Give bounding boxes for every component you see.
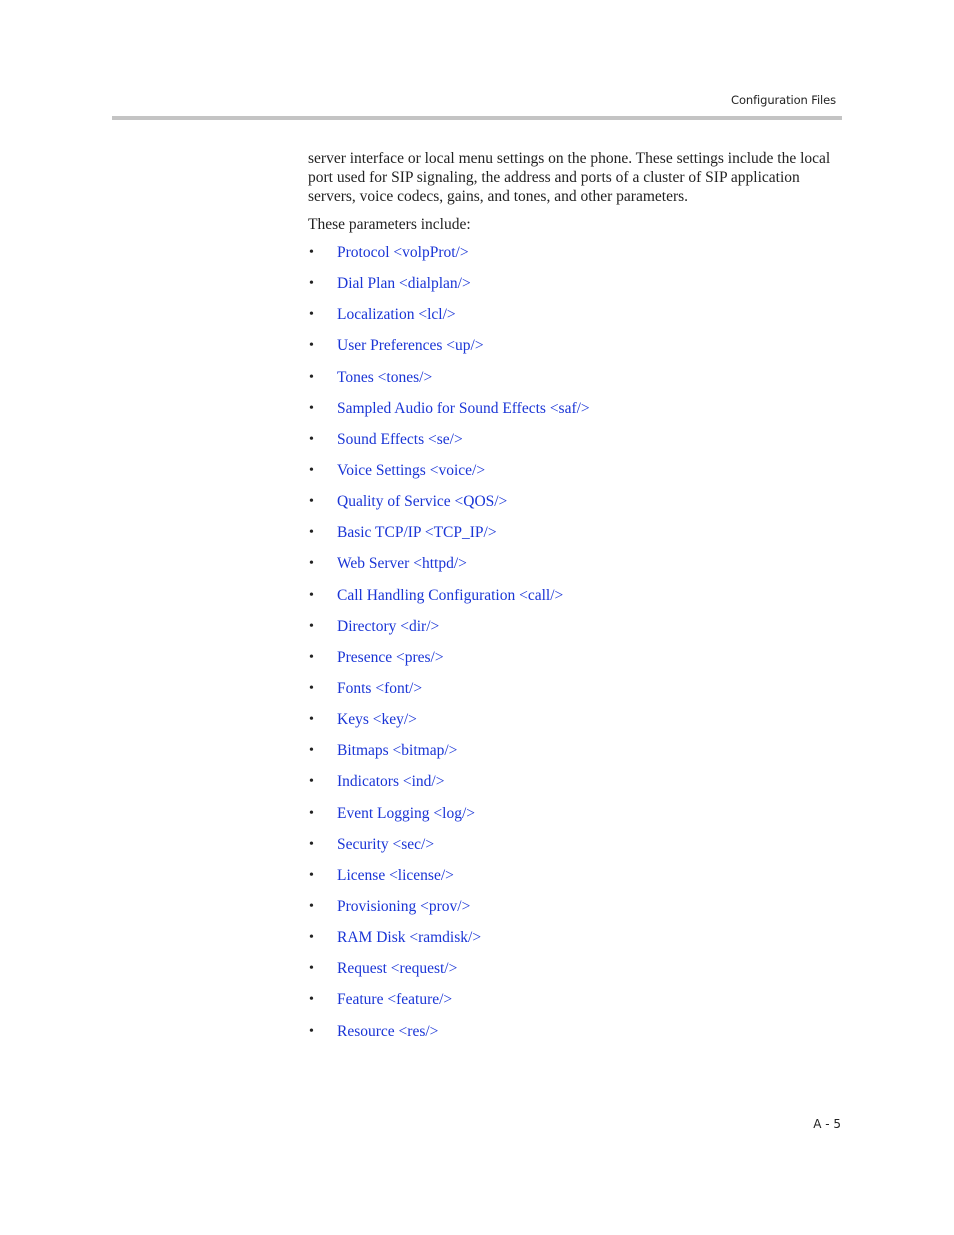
list-lead-paragraph: These parameters include: xyxy=(308,216,471,233)
list-item xyxy=(308,580,844,611)
bullet-icon: • xyxy=(309,587,314,603)
bullet-icon: • xyxy=(309,307,314,323)
parameter-link[interactable]: Call Handling Configuration <call/> xyxy=(337,586,564,604)
bullet-icon: • xyxy=(309,712,314,728)
list-item xyxy=(308,1016,844,1047)
list-item xyxy=(308,798,844,829)
list-item xyxy=(308,953,844,984)
running-header: Configuration Files xyxy=(731,93,836,107)
parameter-link[interactable]: Protocol <volpProt/> xyxy=(337,244,469,262)
list-item xyxy=(308,891,844,922)
bullet-icon: • xyxy=(309,867,314,883)
parameter-link[interactable]: Basic TCP/IP <TCP_IP/> xyxy=(337,524,497,542)
parameter-link[interactable]: Bitmaps <bitmap/> xyxy=(337,742,458,760)
list-item xyxy=(308,424,844,455)
list-item xyxy=(308,268,844,299)
list-item xyxy=(308,766,844,797)
bullet-icon: • xyxy=(309,774,314,790)
bullet-icon: • xyxy=(309,556,314,572)
parameter-link[interactable]: Sampled Audio for Sound Effects <saf/> xyxy=(337,399,590,417)
list-item xyxy=(308,704,844,735)
list-item xyxy=(308,735,844,766)
parameter-link[interactable]: Tones <tones/> xyxy=(337,368,433,386)
list-item xyxy=(308,829,844,860)
list-item xyxy=(308,517,844,548)
parameter-link[interactable]: RAM Disk <ramdisk/> xyxy=(337,929,482,947)
parameter-link[interactable]: Resource <res/> xyxy=(337,1022,439,1040)
parameter-link[interactable]: Indicators <ind/> xyxy=(337,773,445,791)
page-content xyxy=(308,149,844,1047)
bullet-icon: • xyxy=(309,899,314,915)
bullet-icon: • xyxy=(309,649,314,665)
parameter-link[interactable]: User Preferences <up/> xyxy=(337,337,484,355)
bullet-icon: • xyxy=(309,276,314,292)
bullet-icon: • xyxy=(309,805,314,821)
header-rule xyxy=(112,116,842,120)
bullet-icon: • xyxy=(309,618,314,634)
parameter-link[interactable]: Web Server <httpd/> xyxy=(337,555,467,573)
list-item xyxy=(308,362,844,393)
list-item xyxy=(308,673,844,704)
list-item xyxy=(308,860,844,891)
parameter-link[interactable]: Dial Plan <dialplan/> xyxy=(337,275,471,293)
intro-paragraph: server interface or local menu settings on the phone. These settings include the local port used for SIP signaling, the address and ports of a cluster of SIP application servers, voice codecs, gains, and tones, and other parameters. xyxy=(308,150,831,205)
list-item xyxy=(308,642,844,673)
bullet-icon: • xyxy=(309,400,314,416)
bullet-icon: • xyxy=(309,525,314,541)
list-item xyxy=(308,237,844,268)
bullet-icon: • xyxy=(309,494,314,510)
parameter-link[interactable]: Keys <key/> xyxy=(337,711,417,729)
parameter-link[interactable]: Quality of Service <QOS/> xyxy=(337,493,508,511)
parameter-link[interactable]: Feature <feature/> xyxy=(337,991,453,1009)
list-item xyxy=(308,984,844,1015)
list-item xyxy=(308,548,844,579)
bullet-icon: • xyxy=(309,681,314,697)
parameter-link[interactable]: Fonts <font/> xyxy=(337,680,423,698)
list-item xyxy=(308,486,844,517)
parameter-link[interactable]: Presence <pres/> xyxy=(337,648,444,666)
bullet-icon: • xyxy=(309,961,314,977)
bullet-icon: • xyxy=(309,930,314,946)
bullet-icon: • xyxy=(309,245,314,261)
parameter-link[interactable]: Event Logging <log/> xyxy=(337,804,476,822)
parameter-link[interactable]: Security <sec/> xyxy=(337,835,435,853)
bullet-icon: • xyxy=(309,836,314,852)
bullet-icon: • xyxy=(309,369,314,385)
list-item xyxy=(308,922,844,953)
parameter-link[interactable]: Sound Effects <se/> xyxy=(337,430,463,448)
list-item xyxy=(308,611,844,642)
bullet-icon: • xyxy=(309,463,314,479)
parameter-link[interactable]: Provisioning <prov/> xyxy=(337,898,471,916)
parameter-link[interactable]: Voice Settings <voice/> xyxy=(337,462,486,480)
list-item xyxy=(308,455,844,486)
parameter-link[interactable]: Localization <lcl/> xyxy=(337,306,456,324)
list-item xyxy=(308,393,844,424)
bullet-icon: • xyxy=(309,743,314,759)
bullet-icon: • xyxy=(309,992,314,1008)
parameter-link[interactable]: Directory <dir/> xyxy=(337,617,440,635)
parameter-link[interactable]: Request <request/> xyxy=(337,960,458,978)
parameter-list xyxy=(308,237,844,1047)
bullet-icon: • xyxy=(309,431,314,447)
bullet-icon: • xyxy=(309,1023,314,1039)
list-item xyxy=(308,299,844,330)
list-item xyxy=(308,330,844,361)
bullet-icon: • xyxy=(309,338,314,354)
parameter-link[interactable]: License <license/> xyxy=(337,866,454,884)
page-number: A - 5 xyxy=(813,1117,841,1131)
